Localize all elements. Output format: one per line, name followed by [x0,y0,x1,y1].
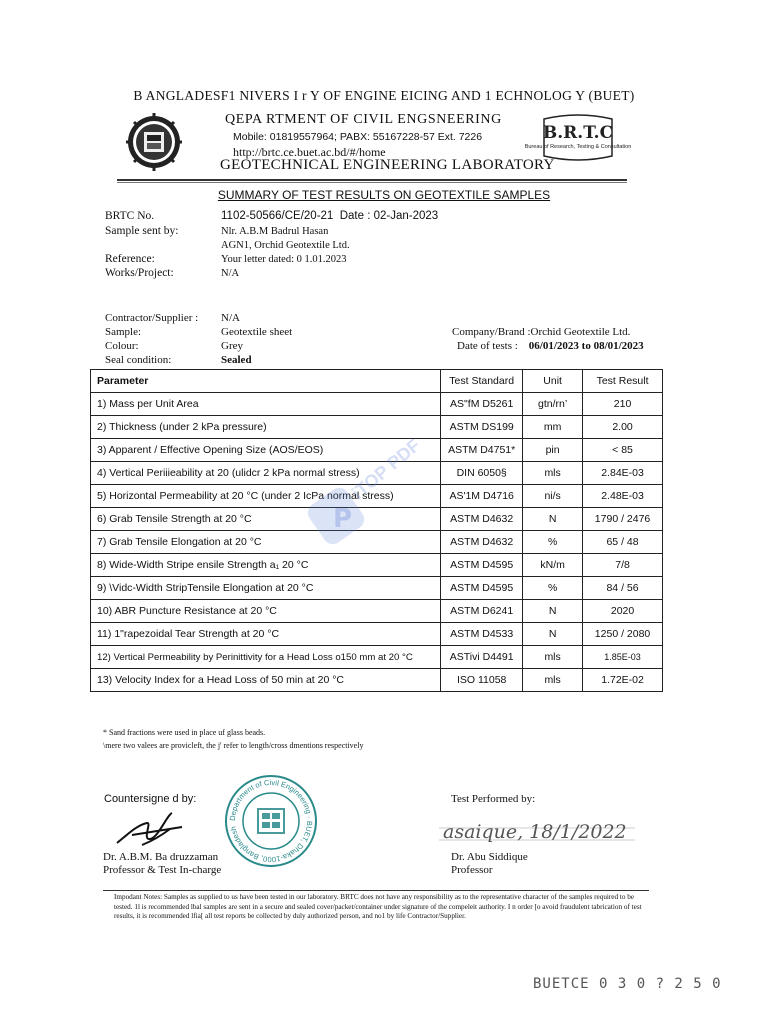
cell-result: 2.84E-03 [583,462,663,485]
cell-parameter: 4) Vertical Periiieability at 20 (ulidcr 2 kPa normal stress) [91,462,441,485]
right-signature [435,808,640,850]
notes-rule [103,890,649,891]
cell-parameter: 10) ABR Puncture Resistance at 20 °C [91,600,441,623]
cell-unit: ni/s [523,485,583,508]
company-value: Orchid Geotextile Ltd. [530,326,631,338]
cell-parameter: 2) Thickness (under 2 kPa pressure) [91,416,441,439]
svg-text:Department of Civil Engineerin [228,778,314,864]
contractor-label: Contractor/Supplier : [105,312,199,324]
lab-name: GEOTECHNICAL ENGINEERING LABORATORY [220,157,555,173]
brtc-logo-text: B.R.T.C [542,123,614,143]
header-parameter: Parameter [91,370,441,393]
header-unit: Unit [523,370,583,393]
cell-parameter: 8) Wide-Width Stripe ensile Strength a₁ 20 °C [91,554,441,577]
serial-number: BUETCE 0 3 0 ? 2 5 0 [533,976,722,992]
cell-standard: AS"fM D5261 [441,393,523,416]
cell-standard: ASTM D4632 [441,531,523,554]
brtc-no-value [221,210,438,222]
countersigned-label: Countersigne d by: [104,793,197,805]
cell-standard: DIN 6050§ [441,462,523,485]
cell-result: 2.48E-03 [583,485,663,508]
cell-unit: gtn/rn’ [523,393,583,416]
table-row [91,623,663,646]
cell-unit: mm [523,416,583,439]
cell-result: 210 [583,393,663,416]
performed-label: Test Performed by: [451,793,536,805]
footnote-2: \mere two valees are provicleft, the j' refer to length/cross dmentions respectively [103,741,364,750]
seal-label: Seal condition: [105,354,172,366]
header-test-standard: Test Standard [441,370,523,393]
cell-standard: ASTM D4595 [441,577,523,600]
cell-result: < 85 [583,439,663,462]
brtc-logo-subtext: Bureau of Research, Testing & Consultation [524,144,632,150]
brtc-no-label: BRTC No. [105,210,155,222]
sample-sent-label: Sample sent by: [105,225,179,237]
company-brand [452,326,630,338]
header-rule-thin [117,182,627,183]
cell-parameter: 3) Apparent / Effective Opening Size (AOS/EOS) [91,439,441,462]
reference-label: Reference: [105,253,155,265]
seal-value: Sealed [221,354,252,366]
report-date: Date : 02-Jan-2023 [339,210,439,222]
cell-parameter: 13) Velocity Index for a Head Loss of 50 min at 20 °C [91,669,441,692]
cell-unit: N [523,600,583,623]
test-dates [457,340,644,352]
cell-parameter: 12) Vertical Permeability by Perinittivity for a Head Loss o150 mm at 20 °C [91,646,441,669]
table-row [91,416,663,439]
cell-result: 2.00 [583,416,663,439]
cell-unit: pin [523,439,583,462]
important-notes: Impodant Notes: Samples as supplied to us have been tested in our laboratory. BRTC does not have any responsibility as to the representative character of the samples required to be tested. 1l is recommended lbal samples are sent in a secure and sealed cover/packet/container under signature of the compeleit authority. I n order [o avoid fraudulent tabrication of test results, it is recommended lfia[ all test reports be collected by duly authorized person, and no1 by life Contractor/Supplier. [114,893,642,920]
header-test-result: Test Result [583,370,663,393]
left-signer-title: Professor & Test In-charge [103,864,222,876]
left-signer-name: Dr. A.B.M. Ba druzzaman [103,851,219,863]
table-row [91,554,663,577]
cell-result: 84 / 56 [583,577,663,600]
dates-value: 06/01/2023 to 08/01/2023 [528,340,644,352]
right-signer-name: Dr. Abu Siddique [451,851,528,863]
cell-parameter: 6) Grab Tensile Strength at 20 °C [91,508,441,531]
cell-result: 65 / 48 [583,531,663,554]
works-label: Works/Project: [105,267,174,279]
cell-parameter: 7) Grab Tensile Elongation at 20 °C [91,531,441,554]
university-name: B ANGLADESF1 NIVERS I r Y OF ENGINE EICING AND 1 ECHNOLOG Y (BUET) [133,88,635,103]
footnote-1: * Sand fractions were used in place uf glass beads. [103,728,266,737]
summary-title-text: SUMMARY OF TEST RESULTS ON GEOTEXTILE SAMPLES [217,188,551,202]
cell-standard: ASTM D4533 [441,623,523,646]
table-row [91,646,663,669]
cell-standard: ASTivi D4491 [441,646,523,669]
cell-standard: ISO 11058 [441,669,523,692]
cell-unit: % [523,531,583,554]
dates-label: Date of tests : [457,340,518,352]
header-rule [117,179,627,181]
department-seal-stamp [222,773,320,869]
cell-unit: mls [523,669,583,692]
sample-sent-org: AGN1, Orchid Geotextile Ltd. [221,240,350,251]
cell-standard: ASTM D4751* [441,439,523,462]
reference-value: Your letter dated: 0 1.01.2023 [221,254,347,265]
cell-standard: ASTM D6241 [441,600,523,623]
colour-value: Grey [221,340,243,352]
table-row [91,600,663,623]
cell-result: 7/8 [583,554,663,577]
cell-parameter: 5) Horizontal Permeability at 20 °C (under 2 IcPa normal stress) [91,485,441,508]
sample-value: Geotextile sheet [221,326,293,338]
website-url: http://brtc.ce.buet.ac.bd/#/home [233,145,386,159]
table-row [91,669,663,692]
cell-unit: N [523,508,583,531]
cell-unit: kN/m [523,554,583,577]
contact-info: Mobile: 01819557964; PABX: 55167228-57 Ext. 7226 [233,131,483,143]
brtc-no-number: 1102-50566/CE/20-21 [221,210,334,222]
cell-parameter: 1) Mass per Unit Area [91,393,441,416]
seal-ring-text: Department of Civil Engineering · BUET, Dhaka-1000, Bangladesh [227,777,315,865]
sample-label: Sample: [105,326,142,338]
brtc-logo [524,115,632,160]
cell-parameter: 9) \Vidc-Width StripTensile Elongation at 20 °C [91,577,441,600]
right-signer-title: Professor [451,864,493,876]
department-name: QEPA RTMENT OF CIVIL ENGSNEERING [225,112,502,127]
watermark-text: iTOP PDF [348,435,424,504]
table-row [91,393,663,416]
cell-standard: ASTM D4632 [441,508,523,531]
cell-result: 1250 / 2080 [583,623,663,646]
company-label: Company/Brand : [452,326,531,338]
sample-sent-name: Nlr. A.B.M Badrul Hasan [221,226,329,237]
cell-unit: % [523,577,583,600]
cell-result: 1790 / 2476 [583,508,663,531]
cell-standard: AS'1M D4716 [441,485,523,508]
works-value: N/A [221,268,240,279]
cell-standard: ASTM DS199 [441,416,523,439]
cell-unit: N [523,623,583,646]
buet-crest-logo [117,113,192,171]
summary-title [0,188,768,202]
contractor-value: N/A [221,312,240,324]
left-signature [112,805,192,850]
table-row [91,439,663,462]
table-row [91,577,663,600]
cell-unit: mls [523,646,583,669]
cell-parameter: 11) 1"rapezoidal Tear Strength at 20 °C [91,623,441,646]
right-signature-handwriting: asaique, 18/1/2022 [443,821,627,843]
cell-result: 1.72E-02 [583,669,663,692]
cell-result: 1.85E-03 [583,646,663,669]
table-header-row [91,370,663,393]
cell-unit: mls [523,462,583,485]
colour-label: Colour: [105,340,139,352]
svg-text:P: P [333,504,353,534]
cell-standard: ASTM D4595 [441,554,523,577]
cell-result: 2020 [583,600,663,623]
